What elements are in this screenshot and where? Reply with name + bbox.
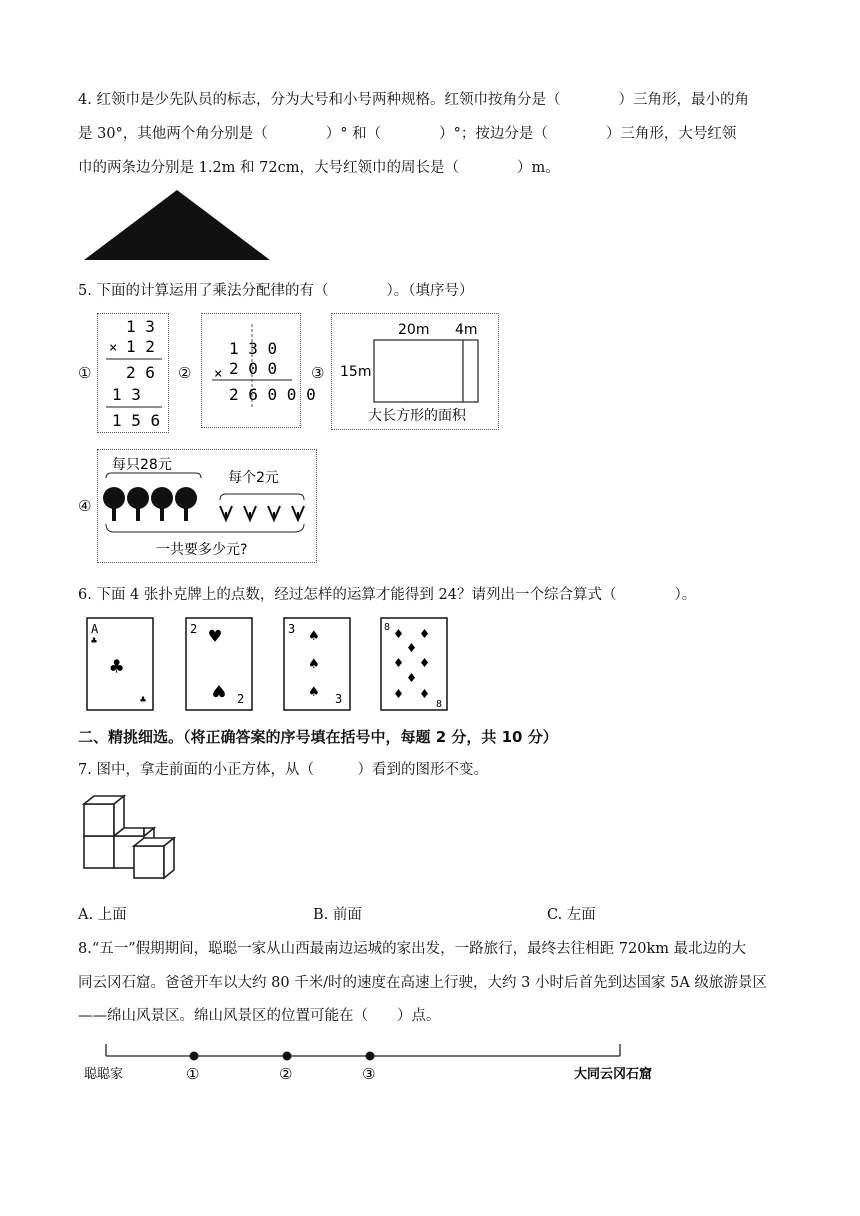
shop-box [97, 449, 317, 563]
rect-top-left: 20m [398, 322, 430, 338]
q8-line2: 同云冈石窟。爸爸开车以大约 80 千米/时的速度在高速上行驶，大约 3 小时后首先到达国家 5A 级旅游景区 [78, 975, 767, 991]
card3-rank: 3 [288, 622, 296, 636]
calc1-a: 1 3 [126, 317, 155, 336]
q5-text: 5. 下面的计算运用了乘法分配律的有（ ）。（填序号） [78, 283, 474, 299]
shop-label2: 每个2元 [228, 470, 279, 486]
calc1-sum: 1 5 6 [112, 411, 161, 430]
card1-suit: ♣ [110, 655, 124, 680]
point-2-dot [283, 1052, 292, 1061]
card3-rank-bottom: 3 [335, 692, 343, 706]
q4-line3: 巾的两条边分别是 1.2m 和 72cm，大号红领巾的周长是（ ）m。 [78, 160, 560, 176]
marker-4: ④ [78, 497, 92, 515]
paddles [103, 487, 197, 521]
calc2-b: 2 0 0 [229, 359, 278, 378]
marker-3: ③ [311, 364, 325, 382]
q4-line2: 是 30°，其他两个角分别是（ ）° 和（ ）°；按边分是（ ）三角形，大号红领 [78, 126, 737, 142]
calc-box-2 [201, 313, 316, 428]
card-three-spades [283, 617, 351, 711]
svg-text:♦: ♦ [407, 669, 417, 687]
rect-box [331, 313, 499, 430]
q4-line1: 4. 红领巾是少先队员的标志，分为大号和小号两种规格。红领巾按角分是（ ）三角形，最小的角 [78, 92, 749, 108]
route-line-diagram [80, 1040, 700, 1090]
shop-question: 一共要多少元? [156, 542, 248, 558]
q7-option-c: C. 左面 [547, 907, 596, 923]
svg-text:♦: ♦ [420, 625, 430, 643]
calc1-op: × [109, 340, 118, 356]
q6-text: 6. 下面 4 张扑克牌上的点数，经过怎样的运算才能得到 24？请列出一个综合算式（ ）。 [78, 587, 697, 603]
card-eight-diamonds [380, 617, 448, 711]
svg-text:♦: ♦ [420, 685, 430, 703]
svg-text:♦: ♦ [394, 685, 404, 703]
card1-suit-bottom: ♣ [140, 695, 147, 706]
route-start: 聪聪家 [84, 1067, 124, 1082]
card1-rank: A [91, 622, 99, 636]
point-2-label: ② [279, 1065, 293, 1083]
calc1-r2: 1 3 [112, 385, 141, 404]
point-1-label: ① [186, 1065, 200, 1083]
calc2-res: 2 6 0 0 0 [229, 385, 316, 404]
card3-suit-1: ♠ [309, 626, 319, 645]
marker-2: ② [178, 364, 192, 382]
card-ace-clubs [86, 617, 154, 711]
svg-text:♦: ♦ [394, 654, 404, 672]
shop-label1: 每只28元 [112, 457, 172, 473]
shuttlecocks [220, 506, 304, 520]
rect-caption: 大长方形的面积 [368, 408, 466, 424]
q7-text: 7. 图中，拿走前面的小正方体，从（ ）看到的图形不变。 [78, 762, 488, 778]
calc2-a: 1 3 0 [229, 339, 278, 358]
card1-suit-small: ♣ [91, 636, 98, 647]
calc2-op: × [214, 366, 223, 382]
calc-box-1 [97, 313, 169, 433]
point-3-label: ③ [362, 1065, 376, 1083]
q7-option-b: B. 前面 [313, 907, 362, 923]
card2-rank: 2 [190, 622, 198, 636]
section2-heading: 二、精挑细选。（将正确答案的序号填在括号中，每题 2 分，共 10 分） [78, 728, 558, 746]
rect-top-right: 4m [455, 322, 478, 338]
card2-suit-top: ♥ [209, 624, 222, 648]
card2-suit-bottom: ♥ [212, 679, 225, 703]
card3-suit-3: ♠ [309, 682, 319, 701]
card3-suit-2: ♠ [309, 654, 319, 673]
point-3-dot [366, 1052, 375, 1061]
marker-1: ① [78, 364, 92, 382]
svg-text:♦: ♦ [394, 625, 404, 643]
card2-rank-bottom: 2 [237, 692, 245, 706]
q8-line1: 8.“五一”假期期间，聪聪一家从山西最南边运城的家出发，一路旅行，最终去往相距 720km 最北边的大 [78, 941, 747, 957]
rect-side: 15m [340, 364, 372, 380]
cube-stack-figure [82, 794, 190, 880]
card-two-hearts [185, 617, 253, 711]
card4-rank-bottom: 8 [436, 699, 443, 710]
q8-line3: ——绵山风景区。绵山风景区的位置可能在（ ）点。 [78, 1008, 441, 1024]
point-1-dot [190, 1052, 199, 1061]
card4-rank: 8 [384, 622, 391, 633]
calc1-b: 1 2 [126, 337, 155, 356]
svg-text:♦: ♦ [407, 639, 417, 657]
red-scarf-triangle [84, 188, 274, 262]
calc1-r1: 2 6 [126, 363, 155, 382]
svg-text:♦: ♦ [420, 654, 430, 672]
q7-option-a: A. 上面 [78, 907, 127, 923]
route-end: 大同云冈石窟 [574, 1067, 653, 1082]
